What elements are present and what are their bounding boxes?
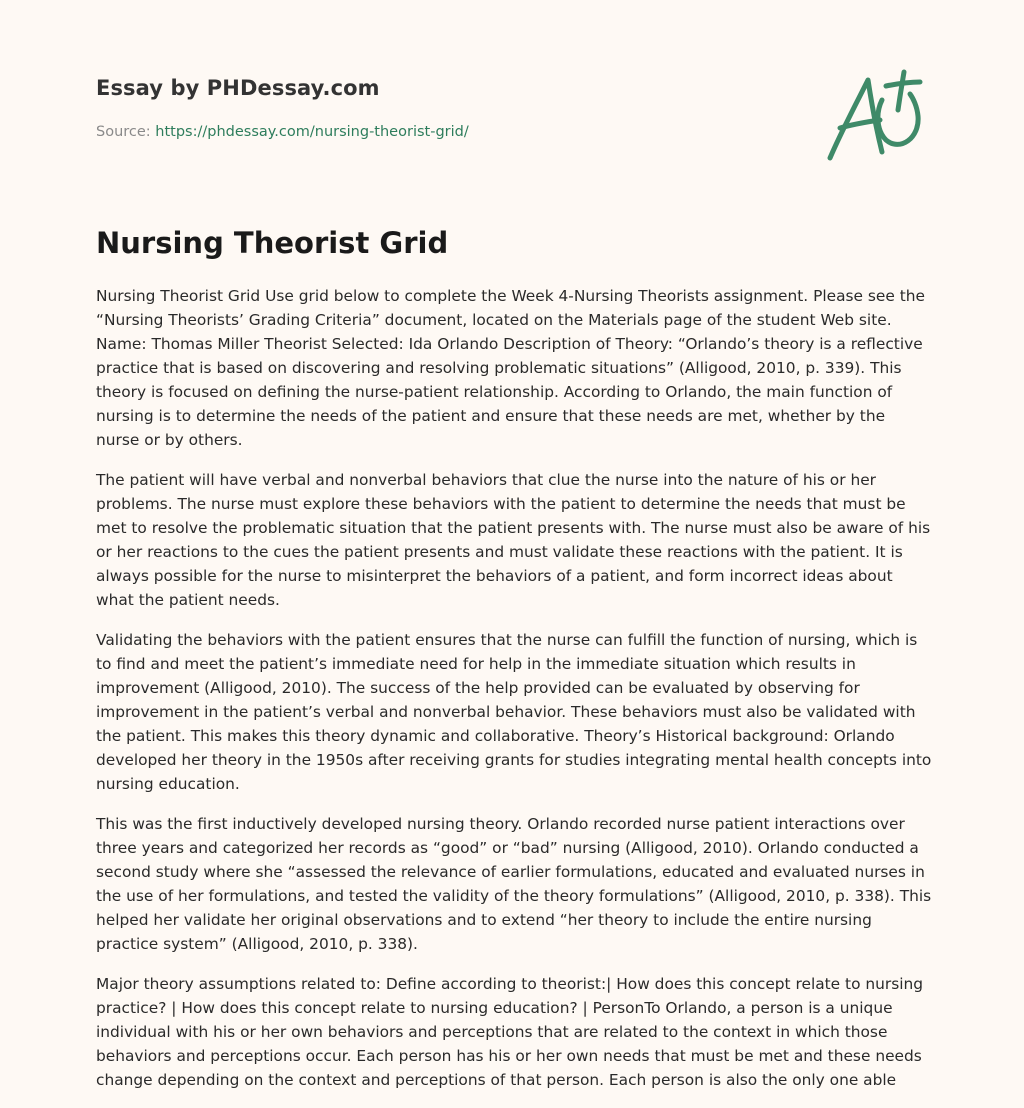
article-title: Nursing Theorist Grid [96, 226, 449, 260]
source-link[interactable]: https://phdessay.com/nursing-theorist-grid/ [155, 124, 469, 140]
paragraph: Major theory assumptions related to: Define according to theorist:| How does this concept relate to nursing practice? | How does this concept relate to nursing education? | PersonTo Orlando, a person is a unique individual with his or her own behaviors and perceptions that are related to the context in which those behaviors and perceptions occur. Each person has his or her own needs that must be met and these needs change depending on the context and perceptions of that person. Each person is also the only one able [96, 975, 924, 1089]
source-label: Source: [96, 124, 151, 140]
a-plus-grade-icon [820, 66, 930, 166]
source-line [96, 124, 469, 140]
paragraph: The patient will have verbal and nonverbal behaviors that clue the nurse into the nature of his or her problems. The nurse must explore these behaviors with the patient to determine the needs that must be met to resolve the problematic situation that the patient presents with. The nurse must also be aware of his or her reactions to the cues the patient presents and must validate these reactions with the patient. It is always possible for the nurse to misinterpret the behaviors of a patient, and form incorrect ideas about what the patient needs. [96, 471, 931, 609]
paragraph: Validating the behaviors with the patient ensures that the nurse can fulfill the function of nursing, which is to find and meet the patient’s immediate need for help in the immediate situation which results in improvement (Alligood, 2010). The success of the help provided can be evaluated by observing for improvement in the patient’s verbal and nonverbal behavior. These behaviors must also be validated with the patient. This makes this theory dynamic and collaborative. Theory’s Historical background: Orlando developed her theory in the 1950s after receiving grants for studies integrating mental health concepts into nursing education. [96, 631, 932, 793]
site-brand: Essay by PHDessay.com [96, 76, 380, 100]
paragraph: Nursing Theorist Grid Use grid below to complete the Week 4-Nursing Theorists assignment. Please see the “Nursing Theorists’ Grading Criteria” document, located on the Materials page of the student Web site. Name: Thomas Miller Theorist Selected: Ida Orlando Description of Theory: “Orlando’s theory is a reflective practice that is based on discovering and resolving problematic situations” (Alligood, 2010, p. 339). This theory is focused on defining the nurse-patient relationship. According to Orlando, the main function of nursing is to determine the needs of the patient and ensure that these needs are met, whether by the nurse or by others. [96, 287, 926, 449]
article-body [96, 284, 932, 1108]
paragraph: This was the first inductively developed nursing theory. Orlando recorded nurse patient interactions over three years and categorized her records as “good” or “bad” nursing (Alligood, 2010). Orlando conducted a second study where she “assessed the relevance of earlier formulations, educated and evaluated nurses in the use of her formulations, and tested the validity of the theory formulations” (Alligood, 2010, p. 338). This helped her validate her original observations and to extend “her theory to include the entire nursing practice system” (Alligood, 2010, p. 338). [96, 815, 932, 953]
